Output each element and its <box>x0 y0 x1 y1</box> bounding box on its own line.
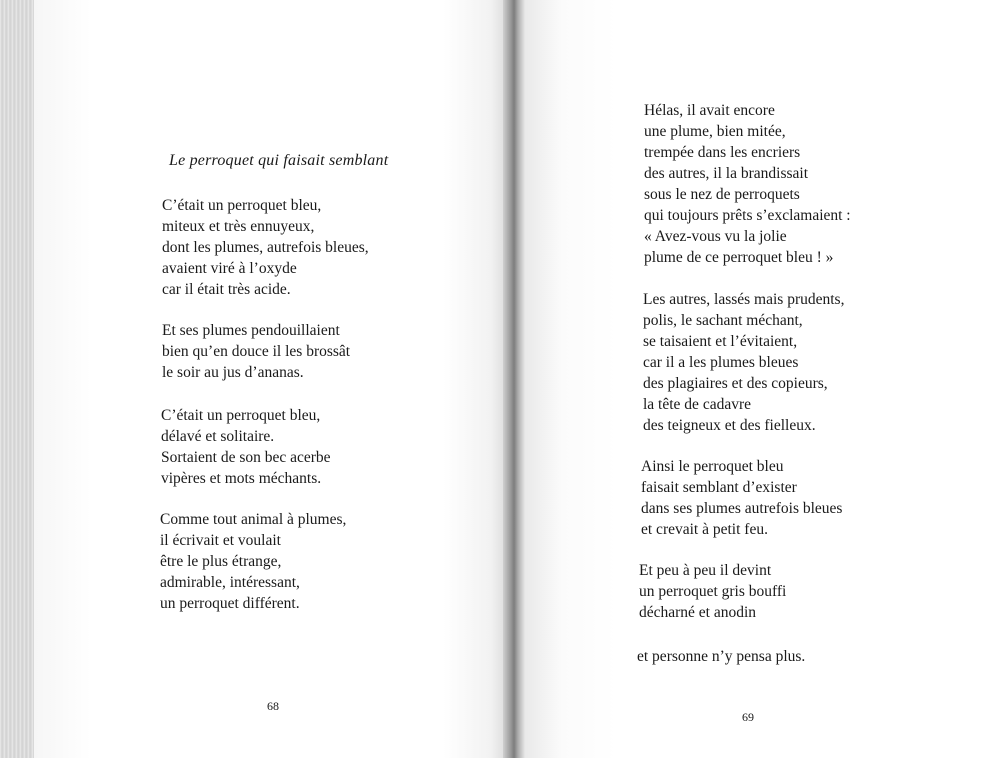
poem-line: Ainsi le perroquet bleu <box>641 458 784 475</box>
page-edges <box>0 0 34 758</box>
right-stanza-5 <box>637 646 805 667</box>
poem-line: Les autres, lassés mais prudents, <box>643 291 845 308</box>
poem-line: Comme tout animal à plumes, <box>160 511 347 528</box>
poem-line: il écrivait et voulait <box>160 532 281 549</box>
poem-line: dans ses plumes autrefois bleues <box>641 500 843 517</box>
poem-line: dont les plumes, autrefois bleues, <box>162 239 369 256</box>
poem-line: « Avez-vous vu la jolie <box>644 228 787 245</box>
right-stanza-1 <box>644 100 851 268</box>
poem-line: plume de ce perroquet bleu ! » <box>644 249 834 266</box>
poem-line: C’était un perroquet bleu, <box>161 407 321 424</box>
poem-line: vipères et mots méchants. <box>161 470 322 487</box>
poem-line: des teigneux et des fielleux. <box>643 417 816 434</box>
poem-line: être le plus étrange, <box>160 553 282 570</box>
poem-title: Le perroquet qui faisait semblant <box>169 152 389 169</box>
poem-line: qui toujours prêts s’exclamaient : <box>644 207 851 224</box>
poem-line: polis, le sachant méchant, <box>643 312 803 329</box>
poem-line: des autres, il la brandissait <box>644 165 808 182</box>
poem-line: Hélas, il avait encore <box>644 102 775 119</box>
poem-line: trempée dans les encriers <box>644 144 801 161</box>
poem-line: miteux et très ennuyeux, <box>162 218 315 235</box>
poem-line: Sortaient de son bec acerbe <box>161 449 331 466</box>
poem-line: un perroquet gris bouffi <box>639 583 787 600</box>
poem-line: bien qu’en douce il les brossât <box>162 343 351 360</box>
poem-line: se taisaient et l’évitaient, <box>643 333 798 350</box>
left-stanza-1 <box>162 195 369 300</box>
right-stanza-2 <box>643 289 844 436</box>
poem-line: le soir au jus d’ananas. <box>162 364 304 381</box>
poem-line: sous le nez de perroquets <box>644 186 800 203</box>
poem-line: car il a les plumes bleues <box>643 354 799 371</box>
poem-line: un perroquet différent. <box>160 595 300 612</box>
poem-line: des plagiaires et des copieurs, <box>643 375 828 392</box>
book-gutter <box>503 0 525 758</box>
poem-line: Et ses plumes pendouillaient <box>162 322 340 339</box>
poem-line: Et peu à peu il devint <box>639 562 772 579</box>
poem-line: et crevait à petit feu. <box>641 521 768 538</box>
poem-line: décharné et anodin <box>639 604 757 621</box>
left-stanza-2 <box>162 320 350 383</box>
poem-line: et personne n’y pensa plus. <box>637 648 806 665</box>
left-stanza-4 <box>160 509 346 614</box>
poem-line: admirable, intéressant, <box>160 574 300 591</box>
right-stanza-4 <box>639 560 786 623</box>
page-number-left: 68 <box>267 699 279 713</box>
poem-line: faisait semblant d’exister <box>641 479 797 496</box>
poem-line: car il était très acide. <box>162 281 291 298</box>
right-stanza-3 <box>641 456 842 540</box>
poem-line: C’était un perroquet bleu, <box>162 197 322 214</box>
page-number-right: 69 <box>742 710 754 724</box>
poem-line: la tête de cadavre <box>643 396 751 413</box>
poem-line: avaient viré à l’oxyde <box>162 260 297 277</box>
poem-line: une plume, bien mitée, <box>644 123 786 140</box>
poem-line: délavé et solitaire. <box>161 428 275 445</box>
left-stanza-3 <box>161 405 331 489</box>
